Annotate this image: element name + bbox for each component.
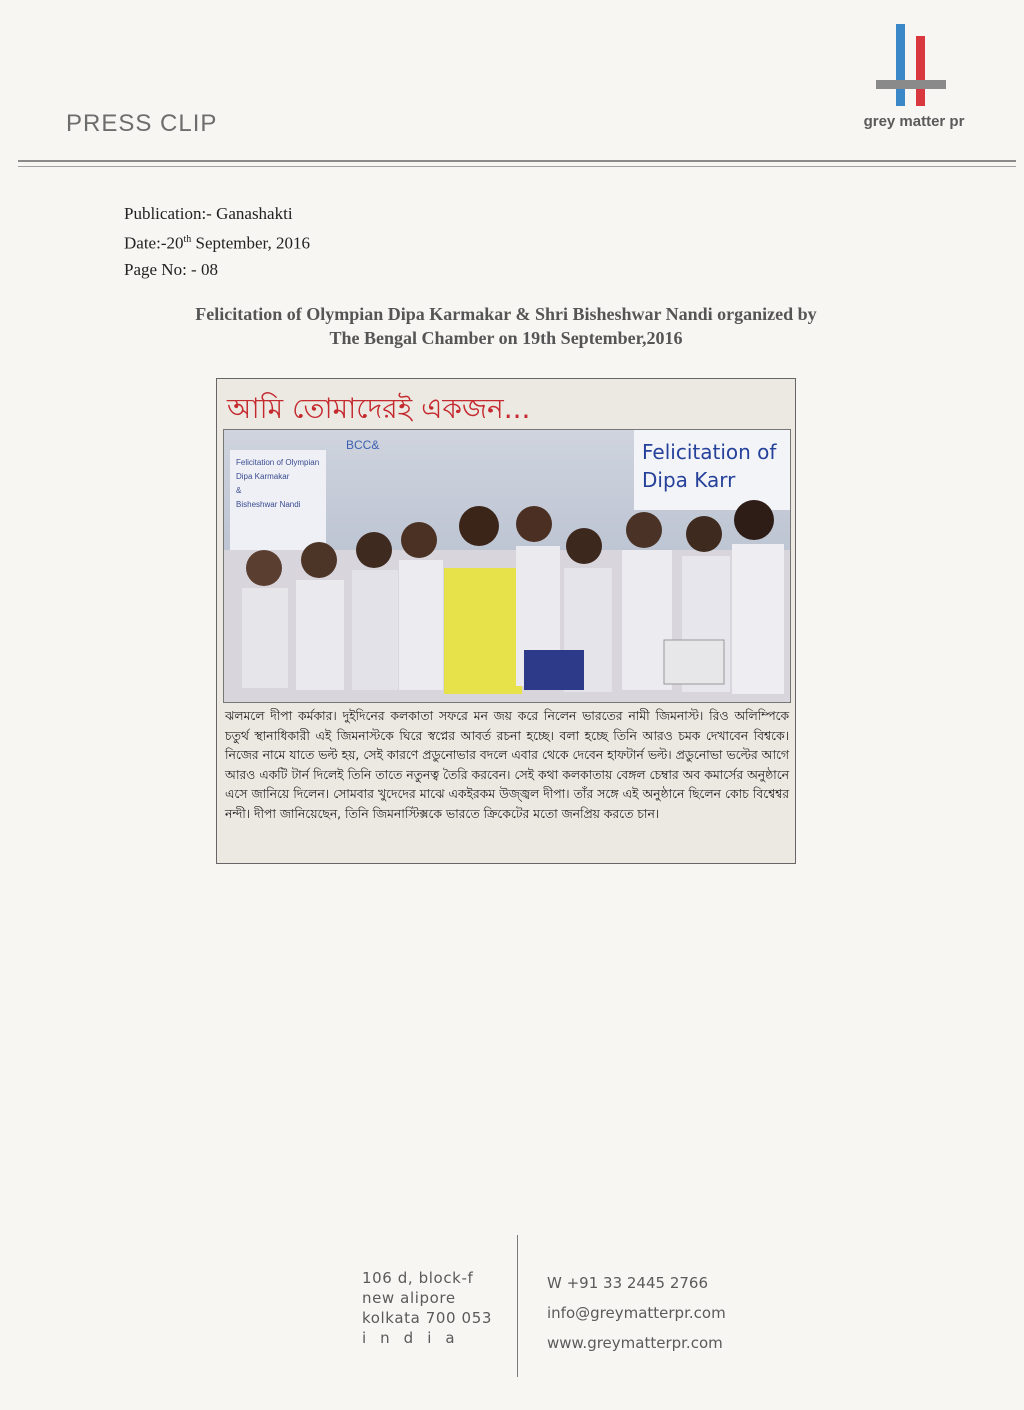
address-line-1: 106 d, block-f — [362, 1269, 474, 1287]
banner-left-line-4: Bisheshwar Nandi — [236, 500, 301, 509]
event-photo — [223, 429, 791, 703]
publication-line — [124, 201, 310, 227]
address-line-4: india — [362, 1329, 469, 1347]
banner-left-line-2: Dipa Karmakar — [236, 472, 290, 481]
newspaper-clipping — [216, 378, 796, 864]
publication-value: Ganashakti — [216, 204, 293, 223]
brand-name: grey matter pr — [863, 113, 965, 130]
clipping-title: আমি তোমাদেরই একজন... — [227, 392, 531, 425]
date-rest: September, 2016 — [195, 233, 311, 253]
page-line — [124, 257, 310, 283]
bcc-logo: BCC& — [346, 438, 380, 452]
date-line — [124, 227, 310, 257]
contact-email[interactable]: info@greymatterpr.com — [547, 1304, 726, 1322]
address-line-2: new alipore — [362, 1289, 456, 1307]
footer-contact — [547, 1268, 787, 1358]
banner-left-line-3: & — [236, 486, 242, 495]
publication-label: Publication:- — [124, 204, 212, 223]
publication-meta — [124, 201, 310, 283]
clipping-body-text: ঝলমলে দীপা কর্মকার। দুইদিনের কলকাতা সফরে মন জয় করে নিলেন ভারতের নামী জিমনাস্ট। রিও অলিম্পিকে চতুর্থ স্থানাধিকারী এই জিমনাস্টকে ঘিরে স্বপ্নের আবর্ত রচনা হচ্ছে। বলা হচ্ছে তিনি আরও চমক দেখাবেন বিশ্বকে। নিজের নামে যাতে ভল্ট হয়, সেই কারণে প্রডুনোভার বদলে এবার থেকে দেবেন হাফটার্ন ভল্ট। প্রডুনোভা ভল্টের আগে আরও একটি টার্ন দিলেই তিনি তাতে নতুনত্ব তৈরি করবেন। সেই কথা কলকাতায় বেঙ্গল চেম্বার অব কমার্সের অনুষ্ঠানে এসে জানিয়ে দিলেন। সোমবার খুদেদের মাঝে একইরকম উজ্জ্বল দীপা। তাঁর সঙ্গে এই অনুষ্ঠানে ছিলেন কোচ বিশ্বেশ্বর নন্দী। দীপা জানিয়েছেন, তিনি জিমনাস্টিক্সকে ভারতে ক্রিকেটের মতো জনপ্রিয় করতে চান। — [225, 709, 789, 821]
banner-right-line-1: Felicitation of — [642, 440, 777, 464]
clip-headline — [100, 302, 912, 350]
footer-address — [362, 1268, 502, 1348]
header-rule — [18, 160, 1016, 162]
headline-line-2: The Bengal Chamber on 19th September,2016 — [329, 328, 683, 348]
grey-matter-logo-icon — [868, 22, 952, 110]
header-rule-thin — [18, 166, 1016, 167]
address-line-3: kolkata 700 053 — [362, 1309, 492, 1327]
footer-divider — [517, 1235, 518, 1377]
page-value: 08 — [200, 259, 218, 279]
contact-website[interactable]: www.greymatterpr.com — [547, 1334, 723, 1352]
headline-line-1: Felicitation of Olympian Dipa Karmakar & Shri Bisheshwar Nandi organized by — [195, 304, 817, 324]
contact-phone: W +91 33 2445 2766 — [547, 1274, 708, 1292]
banner-left-line-1: Felicitation of Olympian — [236, 458, 320, 467]
banner-right-line-2: Dipa Karr — [642, 468, 736, 492]
date-day: 20 — [166, 233, 184, 253]
date-suffix: th — [183, 234, 192, 245]
date-label: Date:- — [124, 233, 167, 253]
page-label: Page No: - — [124, 259, 197, 279]
press-clip-label: PRESS CLIP — [66, 110, 218, 137]
crowd-illustration — [224, 490, 790, 702]
